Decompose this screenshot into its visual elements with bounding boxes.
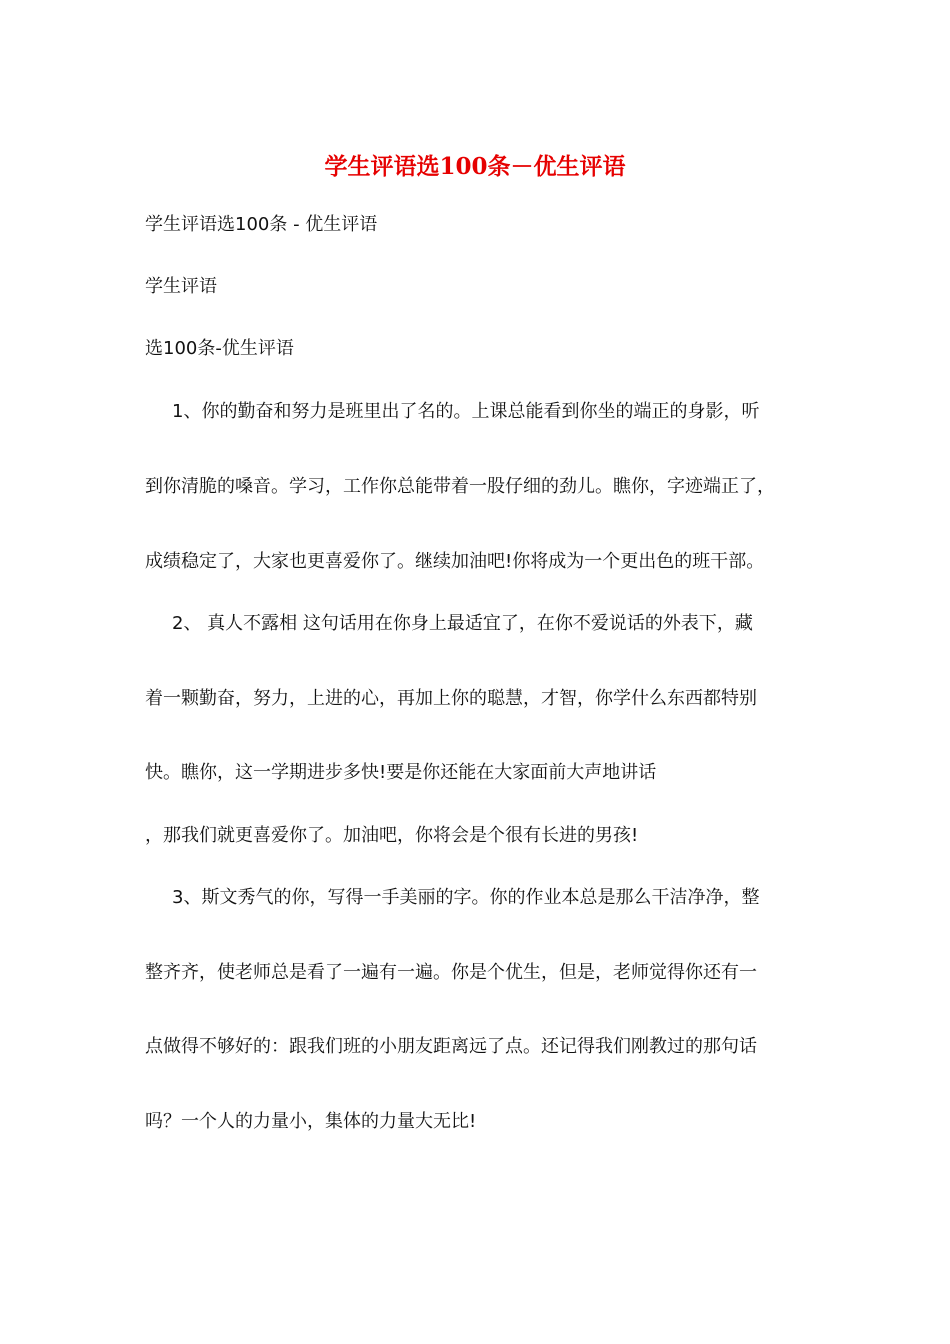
heading-line: 学生评语 — [145, 276, 217, 297]
paragraph-line: 1、你的勤奋和努力是班里出了名的。上课总能看到你坐的端正的身影，听 — [172, 401, 760, 422]
paragraph-line: 点做得不够好的：跟我们班的小朋友距离远了点。还记得我们刚教过的那句话 — [145, 1036, 757, 1057]
paragraph-line: 3、斯文秀气的你，写得一手美丽的字。你的作业本总是那么干洁净净，整 — [172, 887, 760, 908]
paragraph-line: 2、 真人不露相 这句话用在你身上最适宜了，在你不爱说话的外表下，藏 — [172, 613, 753, 634]
paragraph-line: 到你清脆的嗓音。学习，工作你总能带着一股仔细的劲儿。瞧你，字迹端正了， — [145, 476, 775, 497]
paragraph-line: 快。瞧你，这一学期进步多快!要是你还能在大家面前大声地讲话 — [145, 762, 657, 783]
paragraph-line: 整齐齐，使老师总是看了一遍有一遍。你是个优生，但是，老师觉得你还有一 — [145, 962, 757, 983]
document-title: 学生评语选100条－优生评语 — [324, 153, 626, 180]
paragraph-line: ，那我们就更喜爱你了。加油吧，你将会是个很有长进的男孩! — [145, 825, 639, 846]
heading-line: 选100条-优生评语 — [145, 338, 294, 359]
subtitle-line: 学生评语选100条 - 优生评语 — [145, 214, 378, 235]
paragraph-line: 吗？一个人的力量小，集体的力量大无比! — [145, 1111, 477, 1132]
paragraph-line: 着一颗勤奋，努力，上进的心，再加上你的聪慧，才智，你学什么东西都特别 — [145, 688, 757, 709]
paragraph-line: 成绩稳定了，大家也更喜爱你了。继续加油吧!你将成为一个更出色的班干部。 — [145, 551, 765, 572]
